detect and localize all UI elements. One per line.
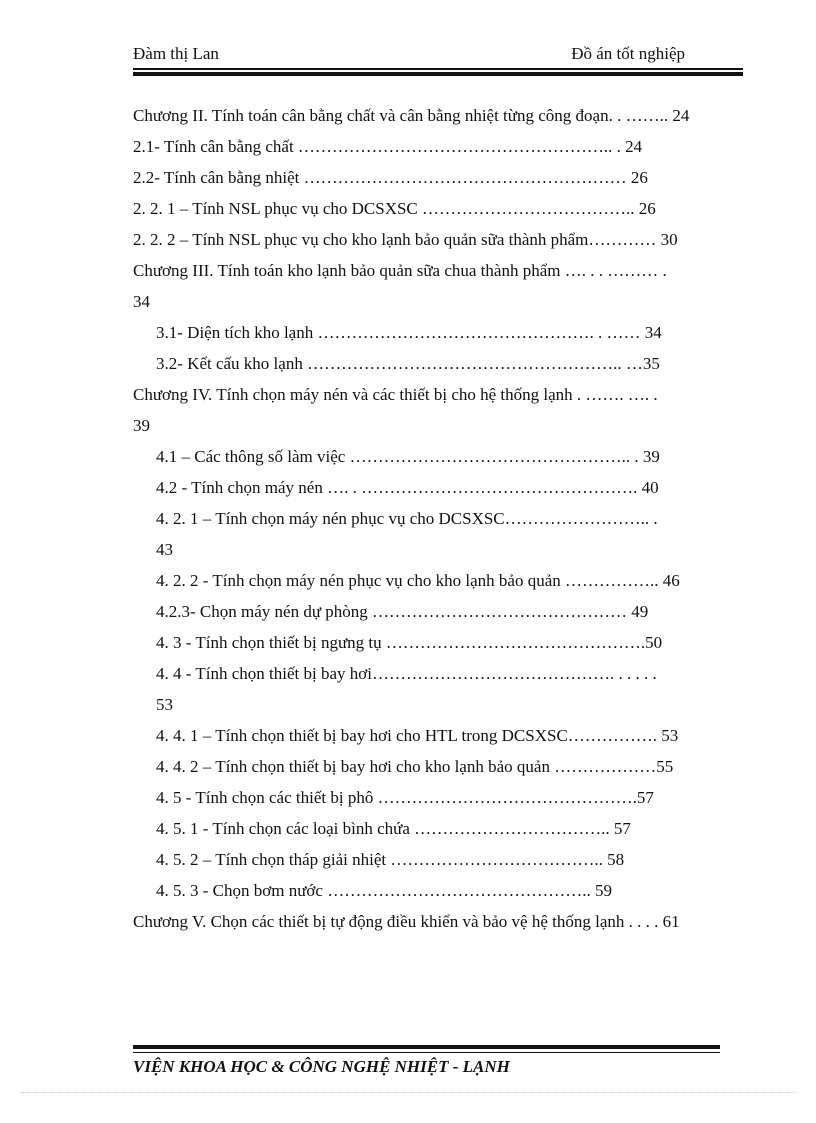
- toc-line: 4.2.3- Chọn máy nén dự phòng ……………………………………… 49: [156, 602, 649, 621]
- toc-line: Chương III. Tính toán kho lạnh bảo quản sữa chua thành phẩm …. . . ……… .: [133, 261, 667, 280]
- footer-institute: VIỆN KHOA HỌC & CÔNG NGHỆ NHIỆT - LẠNH: [133, 1057, 510, 1076]
- toc-line: 4. 5. 1 - Tính chọn các loại bình chứa …………………………….. 57: [156, 819, 631, 838]
- toc-line: 34: [133, 292, 150, 311]
- toc-line: 53: [156, 695, 173, 714]
- toc-line: 4. 3 - Tính chọn thiết bị ngưng tụ ……………………………………….50: [156, 633, 663, 652]
- toc-line: Chương V. Chọn các thiết bị tự động điều khiển và bảo vệ hệ thống lạnh . . . . 61: [133, 912, 680, 931]
- toc-line: 3.1- Diện tích kho lạnh …………………………………………. . …… 34: [156, 323, 662, 342]
- header-title: Đồ án tốt nghiệp: [571, 44, 685, 63]
- toc-line: 3.2- Kết cấu kho lạnh ……………………………………………….. …35: [156, 354, 660, 373]
- toc-line: 2.1- Tính cân bằng chất ……………………………………………….. . 24: [133, 137, 643, 156]
- toc-line: 39: [133, 416, 150, 435]
- toc-line: 4. 5 - Tính chọn các thiết bị phô ……………………………………….57: [156, 788, 654, 807]
- toc-line: 4. 5. 3 - Chọn bơm nước ……………………………………….. 59: [156, 881, 612, 900]
- toc-line: 2. 2. 1 – Tính NSL phục vụ cho DCSXSC ……………………………….. 26: [133, 199, 656, 218]
- page-header: [133, 44, 743, 68]
- toc-line: 4. 4. 2 – Tính chọn thiết bị bay hơi cho kho lạnh bảo quản ………………55: [156, 757, 674, 776]
- toc-line: 4. 2. 2 - Tính chọn máy nén phục vụ cho kho lạnh bảo quản …………….. 46: [156, 571, 680, 590]
- header-rule-thick: [133, 72, 743, 76]
- table-of-contents: [133, 100, 743, 937]
- header-author: Đàm thị Lan: [133, 44, 219, 63]
- toc-line: Chương IV. Tính chọn máy nén và các thiết bị cho hệ thống lạnh . ……. …. .: [133, 385, 658, 404]
- toc-line: Chương II. Tính toán cân bằng chất và cân bằng nhiệt từng công đoạn. . …….. 24: [133, 106, 690, 125]
- toc-line: 4. 2. 1 – Tính chọn máy nén phục vụ cho DCSXSC…………………….. .: [156, 509, 658, 528]
- toc-line: 2. 2. 2 – Tính NSL phục vụ cho kho lạnh bảo quản sữa thành phẩm………… 30: [133, 230, 678, 249]
- page-edge-divider: [20, 1092, 796, 1093]
- toc-line: 4.2 - Tính chọn máy nén …. . …………………………………………. 40: [156, 478, 659, 497]
- toc-line: 4. 4 - Tính chọn thiết bị bay hơi……………………………………. . . . . .: [156, 664, 657, 683]
- footer-rule-thick: [133, 1045, 720, 1049]
- toc-line: 2.2- Tính cân bằng nhiệt ………………………………………………… 26: [133, 168, 648, 187]
- toc-line: 43: [156, 540, 173, 559]
- toc-line: 4.1 – Các thông số làm việc ………………………………………….. . 39: [156, 447, 660, 466]
- header-rule-thin: [133, 68, 743, 70]
- footer-rule-thin: [133, 1052, 720, 1053]
- toc-line: 4. 5. 2 – Tính chọn tháp giải nhiệt ……………………………….. 58: [156, 850, 625, 869]
- toc-line: 4. 4. 1 – Tính chọn thiết bị bay hơi cho HTL trong DCSXSC……………. 53: [156, 726, 679, 745]
